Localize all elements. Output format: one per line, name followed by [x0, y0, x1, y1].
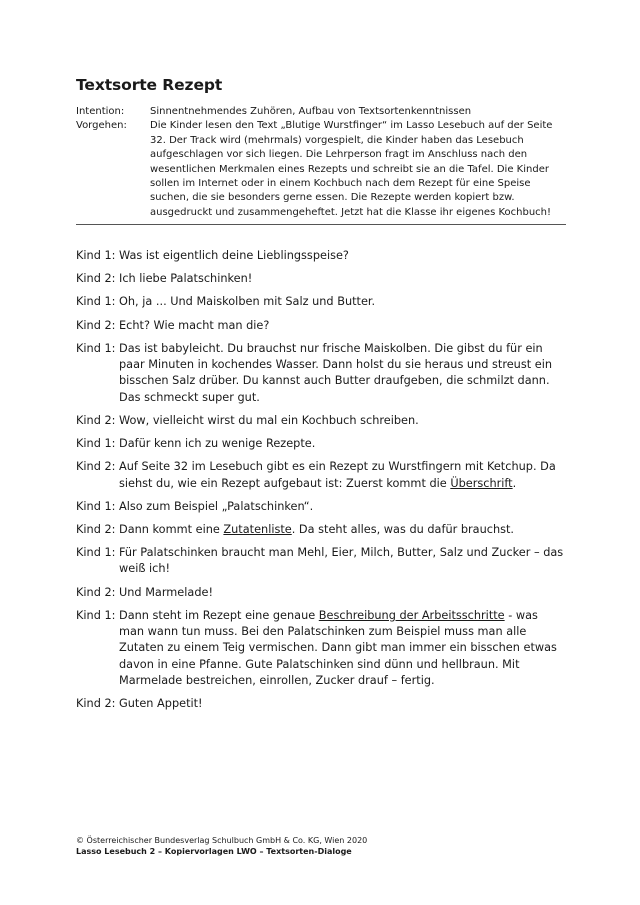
utterance-text: - was man wann tun muss. Bei den Palatschinken zum Beispiel muss man alle Zutaten zu einem Teig vermischen. Dann gibt man immer ein bisschen etwas davon in eine Pfanne. Gute Palatschinken sind dünn und hellbraun. Mit Marmelade bestreichen, einrollen, Zucker drauf – fertig.	[119, 608, 557, 687]
speaker-label: Kind 1:	[76, 437, 116, 451]
utterance	[116, 585, 566, 601]
dialogue-line	[76, 318, 566, 334]
dialogue-line	[76, 294, 566, 310]
dialogue-line	[76, 522, 566, 538]
speaker-label: Kind 2:	[76, 697, 116, 711]
utterance-text: . Da steht alles, was du dafür brauchst.	[291, 522, 515, 536]
underlined-term: Beschreibung der Arbeitsschritte	[318, 608, 505, 622]
dialogue	[76, 248, 566, 719]
vorgehen-label: Vorgehen:	[76, 120, 127, 132]
utterance	[116, 294, 566, 310]
utterance	[116, 248, 566, 264]
utterance	[116, 608, 566, 689]
utterance-text: Was ist eigentlich deine Lieblingsspeise?	[119, 249, 349, 262]
dialogue-line	[76, 459, 566, 492]
underlined-term: Überschrift	[450, 476, 513, 490]
speaker-label: Kind 2:	[76, 272, 116, 286]
dialogue-line	[76, 696, 566, 712]
underlined-term: Zutatenliste	[223, 522, 292, 536]
utterance-text: Das ist babyleicht. Du brauchst nur frische Maiskolben. Die gibst du für ein paar Minuten in kochendes Wasser. Dann holst du sie heraus und streust ein bisschen Salz drüber. Du kannst auch Butter draufgeben, die schmilzt dann. Das schmeckt super gut.	[119, 341, 552, 404]
utterance	[116, 522, 566, 538]
utterance-text: Wow, vielleicht wirst du mal ein Kochbuch schreiben.	[119, 413, 419, 427]
utterance-text: Dann steht im Rezept eine genaue	[119, 608, 319, 622]
speaker-label: Kind 2:	[76, 585, 116, 599]
dialogue-line	[76, 499, 566, 515]
meta-row-intention	[76, 105, 566, 119]
speaker-label: Kind 2:	[76, 522, 116, 536]
utterance	[116, 413, 566, 429]
utterance	[116, 318, 566, 334]
divider	[76, 224, 566, 225]
utterance-text: Echt? Wie macht man die?	[119, 318, 270, 332]
dialogue-line	[76, 585, 566, 601]
utterance	[116, 499, 566, 515]
speaker-label: Kind 2:	[76, 460, 116, 474]
utterance-text: Guten Appetit!	[119, 697, 203, 711]
dialogue-line	[76, 413, 566, 429]
utterance-text: .	[512, 476, 517, 490]
utterance-text: Also zum Beispiel „Palatschinken“.	[119, 499, 314, 513]
meta-row-vorgehen	[76, 119, 566, 220]
dialogue-line	[76, 436, 566, 452]
utterance	[116, 341, 566, 406]
dialogue-line	[76, 248, 566, 264]
intention-label: Intention:	[76, 106, 125, 117]
utterance-text: Dann kommt eine	[119, 522, 224, 536]
utterance	[116, 459, 566, 492]
speaker-label: Kind 2:	[76, 318, 116, 332]
meta-block	[76, 105, 566, 220]
utterance-text: Für Palatschinken braucht man Mehl, Eier, Milch, Butter, Salz und Zucker – das weiß ich!	[119, 546, 564, 576]
speaker-label: Kind 1:	[76, 341, 116, 355]
utterance	[116, 436, 566, 452]
dialogue-line	[76, 271, 566, 287]
utterance-text: Dafür kenn ich zu wenige Rezepte.	[119, 437, 316, 451]
footer-series: Lasso Lesebuch 2 – Kopiervorlagen LWO – Textsorten-Dialoge	[76, 847, 352, 856]
footer	[76, 835, 566, 857]
dialogue-line	[76, 608, 566, 689]
utterance	[116, 271, 566, 287]
speaker-label: Kind 1:	[76, 295, 116, 309]
dialogue-line	[76, 545, 566, 578]
intention-text: Sinnentnehmendes Zuhören, Aufbau von Textsortenkenntnissen	[150, 106, 472, 117]
speaker-label: Kind 1:	[76, 546, 116, 560]
utterance-text: Oh, ja ... Und Maiskolben mit Salz und Butter.	[119, 295, 376, 309]
speaker-label: Kind 1:	[76, 499, 116, 513]
page-title: Textsorte Rezept	[76, 76, 223, 94]
speaker-label: Kind 1:	[76, 249, 116, 262]
utterance	[116, 545, 566, 578]
footer-copyright: © Österreichischer Bundesverlag Schulbuch GmbH & Co. KG, Wien 2020	[76, 836, 368, 845]
speaker-label: Kind 2:	[76, 413, 116, 427]
vorgehen-text: Die Kinder lesen den Text „Blutige Wurstfinger“ im Lasso Lesebuch auf der Seite 32. Der Track wird (mehrmals) vorgespielt, die Kinder haben das Lesebuch aufgeschlagen vor sich liegen. Die Lehrperson fragt im Anschluss nach den wesentlichen Merkmalen eines Rezepts und schreibt sie an die Tafel. Die Kinder sollen im Internet oder in einem Kochbuch nach dem Rezept für eine Speise suchen, die sie besonders gerne essen. Die Rezepte werden kopiert bzw. ausgedruckt und zusammengeheftet. Jetzt hat die Klasse ihr eigenes Kochbuch!	[150, 120, 553, 218]
utterance-text: Und Marmelade!	[119, 585, 213, 599]
dialogue-line	[76, 341, 566, 406]
utterance	[116, 696, 566, 712]
utterance-text: Auf Seite 32 im Lesebuch gibt es ein Rezept zu Wurstfingern mit Ketchup. Da siehst du, wie ein Rezept aufgebaut ist: Zuerst kommt die	[119, 460, 556, 490]
utterance-text: Ich liebe Palatschinken!	[119, 272, 253, 286]
speaker-label: Kind 1:	[76, 608, 116, 622]
